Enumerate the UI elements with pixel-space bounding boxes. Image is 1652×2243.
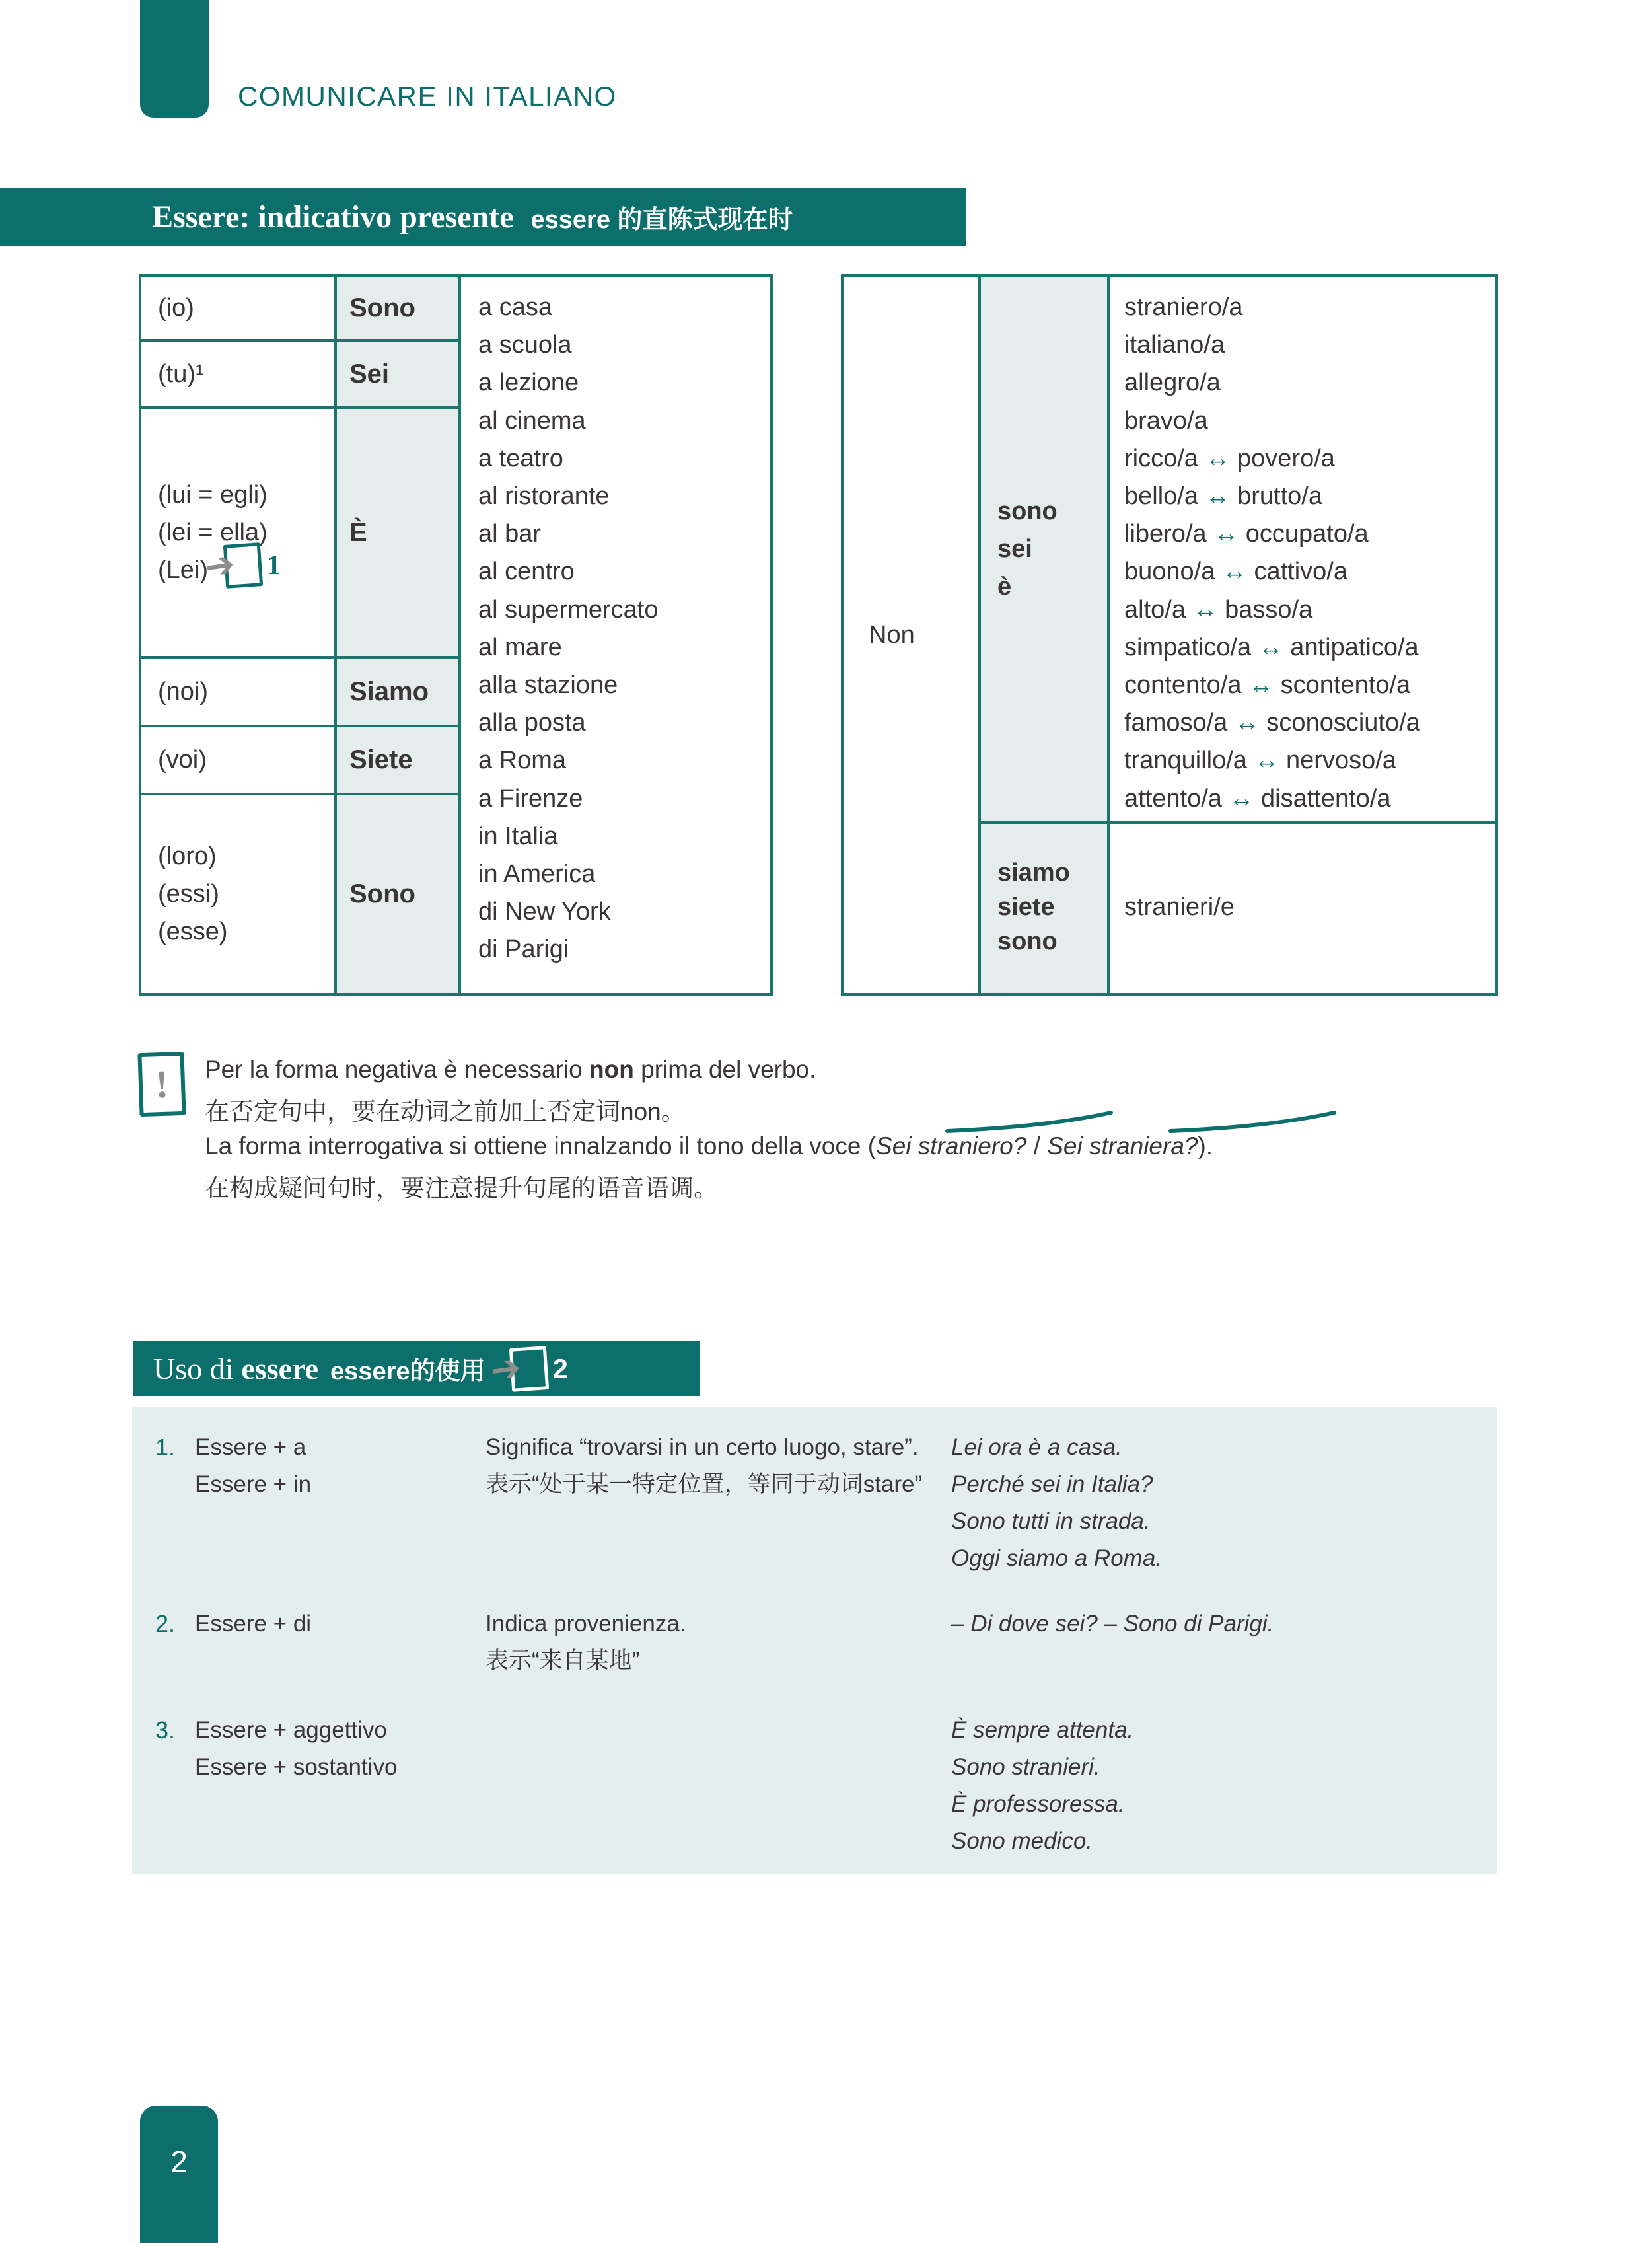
- list-item: sono: [997, 497, 1058, 525]
- list-item: (loro): [158, 842, 217, 870]
- book-title: COMUNICARE IN ITALIANO: [238, 81, 617, 112]
- list-item: al mare: [478, 633, 562, 661]
- list-item: attento/a ↔ disattento/a: [1124, 784, 1391, 813]
- list-item: Lei ora è a casa.: [951, 1434, 1122, 1460]
- list-item: (lei = ella): [158, 518, 268, 546]
- list-item: – Di dove sei? – Sono di Parigi.: [951, 1611, 1274, 1636]
- list-item: in America: [478, 860, 596, 889]
- rising-intonation-curve: [1168, 1110, 1337, 1134]
- list-item: a casa: [478, 293, 552, 321]
- note-text: /: [1026, 1132, 1048, 1159]
- list-item: Sono tutti in strada.: [951, 1508, 1151, 1534]
- pronoun-cell-noi: [158, 659, 333, 725]
- pronoun-cell-io: [158, 277, 333, 339]
- list-item: È sempre attenta.: [951, 1717, 1134, 1743]
- list-item: libero/a ↔ occupato/a: [1124, 520, 1369, 548]
- list-item: (tu)¹: [158, 359, 204, 388]
- item-number: 1.: [155, 1434, 176, 1461]
- verb-form: È: [349, 517, 367, 547]
- negation-word: Non: [869, 620, 915, 649]
- list-item: al supermercato: [478, 595, 659, 624]
- note-line-3: [205, 1132, 1213, 1160]
- opposite-arrow-icon: ↔: [1205, 482, 1231, 511]
- verb-form: Sono: [349, 879, 415, 908]
- places-list: [478, 289, 658, 969]
- list-item: sei: [997, 534, 1032, 563]
- verb-form: Siamo: [349, 677, 429, 706]
- adjectives-list: [1124, 289, 1420, 818]
- singular-verbs-cell: [997, 277, 1058, 821]
- list-item: Significa “trovarsi in un certo luogo, stare”.: [485, 1434, 919, 1460]
- item-examples: [951, 1712, 1133, 1860]
- opposite-arrow-icon: ↔: [1205, 444, 1231, 472]
- section1-title: Essere: indicativo presente: [152, 200, 514, 235]
- section2-title-bold: essere: [241, 1352, 319, 1385]
- opposite-arrow-icon: ↔: [1258, 633, 1283, 661]
- item-examples: [951, 1429, 1162, 1577]
- list-item: è: [997, 572, 1012, 601]
- exclamation-icon: !: [137, 1052, 186, 1117]
- verb-cell: [349, 342, 455, 406]
- list-item: ricco/a ↔ povero/a: [1124, 444, 1335, 472]
- list-item: straniero/a: [1124, 293, 1243, 321]
- note-example-2: Sei straniera?: [1047, 1132, 1198, 1159]
- note-text: La forma interrogativa si ottiene innalzando il tono della voce (: [205, 1132, 877, 1159]
- item-meaning: [485, 1429, 922, 1503]
- list-item: (essi): [158, 880, 219, 908]
- pronoun-cell-voi: [158, 727, 333, 793]
- section2-banner: [133, 1341, 700, 1396]
- chapter-tab: [140, 0, 209, 118]
- list-item: Oggi siamo a Roma.: [951, 1545, 1163, 1571]
- list-item: 表示“处于某一特定位置，等同于动词stare”: [485, 1471, 923, 1497]
- verb-cell: [349, 409, 455, 656]
- list-item: Essere + sostantivo: [195, 1754, 398, 1780]
- table-border-line: [458, 277, 461, 993]
- conjugation-table: [139, 274, 773, 996]
- list-item: al centro: [478, 558, 575, 586]
- list-item: Essere + aggettivo: [195, 1717, 387, 1743]
- table-border-line: [334, 277, 337, 993]
- opposite-arrow-icon: ↔: [1254, 747, 1279, 775]
- note-line-4: 在构成疑问句时，要注意提升句尾的语音语调。: [205, 1175, 718, 1202]
- list-item: buono/a ↔ cattivo/a: [1124, 558, 1347, 586]
- list-item: (voi): [158, 746, 207, 774]
- exercise-ref-icon: [202, 544, 281, 587]
- list-item: bello/a ↔ brutto/a: [1124, 482, 1322, 511]
- pronoun-cell-tu: [158, 342, 333, 406]
- negation-table: [841, 274, 1498, 996]
- item-number: 3.: [155, 1716, 176, 1744]
- item-number: 2.: [155, 1610, 176, 1637]
- plural-verbs-cell: [997, 821, 1070, 993]
- note-text: Per la forma negativa è necessario: [205, 1056, 590, 1083]
- list-item: alla stazione: [478, 671, 618, 700]
- page-number-box: [140, 2106, 218, 2243]
- exercise-number: 2: [552, 1352, 568, 1384]
- item-examples: [951, 1605, 1274, 1642]
- pronoun-cell-loro: [158, 795, 333, 993]
- list-item: (io): [158, 293, 194, 322]
- list-item: italiano/a: [1124, 331, 1225, 359]
- list-item: Essere + a: [195, 1434, 306, 1460]
- list-item: di Parigi: [478, 936, 569, 964]
- note-bold-word: non: [589, 1056, 634, 1083]
- verb-cell: [349, 727, 455, 793]
- list-item: bravo/a: [1124, 406, 1208, 435]
- section2-title-regular: Uso di: [153, 1352, 234, 1385]
- list-item: di New York: [478, 898, 611, 926]
- verb-form: Sono: [349, 293, 415, 322]
- note-line-2: 在否定句中，要在动词之前加上否定词non。: [205, 1098, 686, 1125]
- opposite-arrow-icon: ↔: [1248, 671, 1274, 700]
- list-item: sono: [997, 928, 1058, 955]
- page-number: 2: [170, 2145, 188, 2179]
- arrow-icon: ➔: [202, 544, 238, 587]
- table-border-line: [1107, 277, 1110, 993]
- list-item: tranquillo/a ↔ nervoso/a: [1124, 747, 1396, 775]
- usage-box: [132, 1407, 1497, 1874]
- list-item: siete: [997, 893, 1055, 921]
- opposite-arrow-icon: ↔: [1229, 784, 1254, 813]
- list-item: 表示“来自某地”: [485, 1648, 640, 1673]
- list-item: Essere + di: [195, 1611, 312, 1636]
- exercise-ref-icon: [487, 1346, 568, 1391]
- list-item: al bar: [478, 520, 542, 548]
- list-item: Perché sei in Italia?: [951, 1471, 1153, 1497]
- list-item: contento/a ↔ scontento/a: [1124, 671, 1411, 700]
- list-item: alla posta: [478, 709, 586, 737]
- list-item: famoso/a ↔ sconosciuto/a: [1124, 709, 1420, 737]
- list-item: Sono stranieri.: [951, 1754, 1100, 1780]
- list-item: (Lei): [158, 556, 209, 584]
- opposite-arrow-icon: ↔: [1213, 520, 1239, 548]
- item-patterns: [195, 1605, 311, 1642]
- note-text: prima del verbo.: [633, 1056, 816, 1083]
- opposite-arrow-icon: ↔: [1192, 595, 1218, 624]
- verb-cell: [349, 795, 455, 993]
- list-item: (noi): [158, 677, 209, 706]
- rising-intonation-curve: [945, 1110, 1114, 1134]
- verb-form: Sei: [349, 359, 390, 388]
- exercise-number: 1: [267, 550, 281, 581]
- section1-banner: [0, 188, 966, 246]
- plural-adjective: stranieri/e: [1124, 893, 1235, 921]
- verb-cell: [349, 659, 455, 725]
- verb-cell: [349, 277, 455, 339]
- list-item: siamo: [997, 859, 1070, 887]
- note-text: ).: [1198, 1132, 1213, 1159]
- item-patterns: [195, 1429, 311, 1503]
- opposite-arrow-icon: ↔: [1221, 558, 1247, 586]
- list-item: al ristorante: [478, 482, 610, 511]
- table-border-line: [978, 277, 981, 993]
- list-item: a lezione: [478, 369, 579, 397]
- list-item: Indica provenienza.: [485, 1611, 686, 1636]
- verb-form: Siete: [349, 745, 413, 774]
- list-item: in Italia: [478, 822, 558, 850]
- list-item: simpatico/a ↔ antipatico/a: [1124, 633, 1419, 661]
- list-item: (esse): [158, 918, 228, 945]
- item-meaning: [485, 1605, 686, 1679]
- list-item: a teatro: [478, 444, 563, 472]
- list-item: a Roma: [478, 747, 567, 775]
- opposite-arrow-icon: ↔: [1234, 709, 1260, 737]
- arrow-icon: ➔: [487, 1346, 523, 1391]
- note-example-1: Sei straniero?: [876, 1132, 1027, 1159]
- item-patterns: [195, 1712, 397, 1786]
- negation-cell: [869, 277, 974, 993]
- pronoun-cell-lui-lei: [158, 409, 333, 656]
- list-item: alto/a ↔ basso/a: [1124, 595, 1313, 624]
- section1-subtitle: essere 的直陈式现在时: [530, 206, 793, 234]
- note-line-1: [205, 1056, 816, 1084]
- list-item: allegro/a: [1124, 369, 1221, 397]
- plural-adjective-cell: [1124, 821, 1235, 993]
- list-item: a scuola: [478, 331, 572, 359]
- list-item: Essere + in: [195, 1471, 312, 1497]
- list-item: Sono medico.: [951, 1828, 1093, 1854]
- section2-subtitle: essere的使用: [330, 1358, 485, 1385]
- list-item: a Firenze: [478, 784, 583, 813]
- list-item: al cinema: [478, 406, 586, 435]
- list-item: È professoressa.: [951, 1791, 1125, 1817]
- list-item: (lui = egli): [158, 480, 268, 509]
